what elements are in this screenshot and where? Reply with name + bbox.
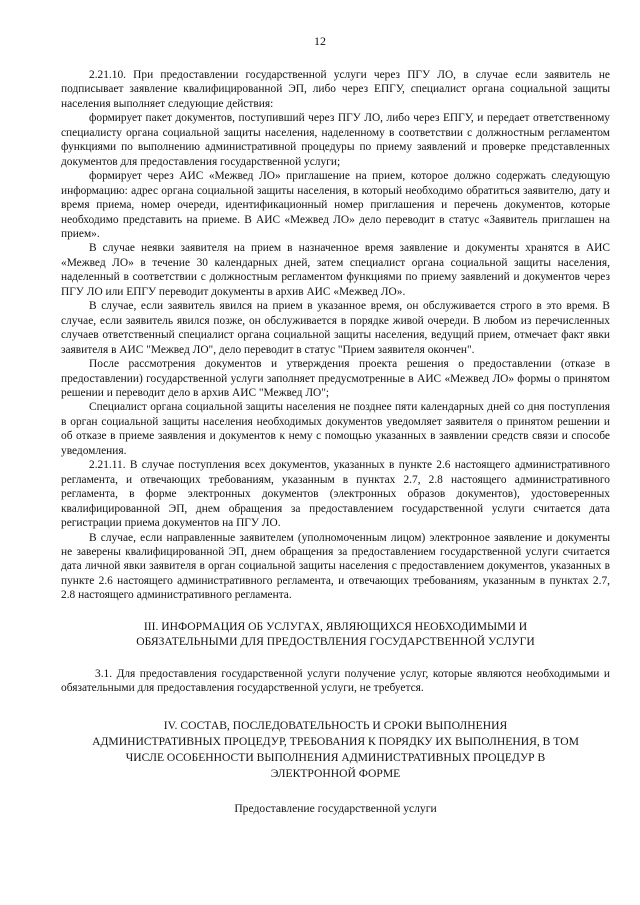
- paragraph-forms-package: формирует пакет документов, поступивший через ПГУ ЛО, либо через ЕПГУ, и передает ответственному специалисту органа социальной защиты населения, наделенному в соответствии с должностным регламентом функциями по выполнению административной процедуры по приему заявлений и проверке представленных документов для предоставления государственной услуги;: [61, 112, 610, 168]
- section-4-heading-line-1: IV. СОСТАВ, ПОСЛЕДОВАТЕЛЬНОСТЬ И СРОКИ ВЫПОЛНЕНИЯ: [163, 718, 508, 732]
- paragraph-notification: Специалист органа социальной защиты населения не позднее пяти календарных дней со дня поступления в орган социальной защиты населения необходимых документов уведомляет заявителя о принятом решении и об отказе в приеме заявления и документов к нему с помощью указанных в заявлении средств связи и способе уведомления.: [61, 401, 610, 457]
- section-4-heading-line-2: АДМИНИСТРАТИВНЫХ ПРОЦЕДУР, ТРЕБОВАНИЯ К ПОРЯДКУ ИХ ВЫПОЛНЕНИЯ, В ТОМ: [92, 734, 579, 748]
- section-3-heading: [61, 619, 610, 649]
- page-number: 12: [314, 34, 326, 48]
- paragraph-2-21-10: 2.21.10. При предоставлении государственной услуги через ПГУ ЛО, в случае если заявитель не подписывает заявление квалифицированной ЭП, либо через ЕПГУ, специалист органа социальной защиты населения выполняет следующие действия:: [61, 69, 610, 110]
- section-4-heading: [61, 718, 610, 782]
- paragraph-3-1: 3.1. Для предоставления государственной услуги получение услуг, которые являются необходимыми и обязательными для предоставления государственной услуги, не требуется.: [61, 667, 610, 695]
- paragraph-unsigned-documents: В случае, если направленные заявителем (уполномоченным лицом) электронное заявление и документы не заверены квалифицированной ЭП, днем обращения за предоставлением государственной услуги считается дата личной явки заявителя в орган социальной защиты населения с предоставлением документов, указанных в пункте 2.6 настоящего административного регламента, и отвечающих требованиям, указанным в пунктах 2.7, 2.8 настоящего административного регламента.: [61, 531, 610, 602]
- section-3-heading-line-1: III. ИНФОРМАЦИЯ ОБ УСЛУГАХ, ЯВЛЯЮЩИХСЯ НЕОБХОДИМЫМИ И: [143, 619, 528, 633]
- section-4-subheading: Предоставление государственной услуги: [234, 801, 437, 815]
- section-3-heading-line-2: ОБЯЗАТЕЛЬНЫМИ ДЛЯ ПРЕДОСТВЛЕНИЯ ГОСУДАРСТВЕННОЙ УСЛУГИ: [136, 634, 535, 648]
- document-body: [61, 68, 610, 816]
- section-4-heading-line-4: ЭЛЕКТРОННОЙ ФОРМЕ: [270, 766, 401, 780]
- paragraph-forms-invitation: формирует через АИС «Межвед ЛО» приглашение на прием, которое должно содержать следующую информацию: адрес органа социальной защиты населения, в который необходимо обратиться заявителю, дату и время приема, номер очереди, идентификационный номер приглашения и перечень документов, которые необходимо представить на приеме. В АИС «Межвед ЛО» дело переводит в статус «Заявитель приглашен на прием».: [61, 170, 610, 240]
- paragraph-appeared: В случае, если заявитель явился на прием в указанное время, он обслуживается строго в это время. В случае, если заявитель явился позже, он обслуживается в порядке живой очереди. В любом из перечисленных случаев ответственный специалист органа социальной защиты населения, ведущий прием, отмечает факт явки заявителя в АИС "Межвед ЛО", дело переводит в статус "Прием заявителя окончен".: [61, 300, 610, 356]
- paragraph-after-review: После рассмотрения документов и утверждения проекта решения о предоставлении (отказе в предоставлении) государственной услуги заполняет предусмотренные в АИС «Межвед ЛО» формы о принятом решении и переводит дело в архив АИС "Межвед ЛО";: [61, 358, 610, 399]
- paragraph-2-21-11: 2.21.11. В случае поступления всех документов, указанных в пункте 2.6 настоящего административного регламента, и отвечающих требованиям, указанным в пунктах 2.7, 2.8 настоящего административного регламента, в форме электронных документов (электронных образов документов), удостоверенных квалифицированной ЭП, днем обращения за предоставлением государственной услуги считается дата регистрации приема документов на ПГУ ЛО.: [61, 459, 610, 530]
- section-4-heading-line-3: ЧИСЛЕ ОСОБЕННОСТИ ВЫПОЛНЕНИЯ АДМИНИСТРАТИВНЫХ ПРОЦЕДУР В: [125, 750, 546, 764]
- paragraph-no-show: В случае неявки заявителя на прием в назначенное время заявление и документы хранятся в АИС «Межвед ЛО» в течение 30 календарных дней, затем специалист органа социальной защиты населения, наделенный в соответствии с должностным регламентом функциями по приему заявлений и документов через ПГУ ЛО или ЕПГУ переводит документы в архив АИС «Межвед ЛО».: [61, 242, 610, 298]
